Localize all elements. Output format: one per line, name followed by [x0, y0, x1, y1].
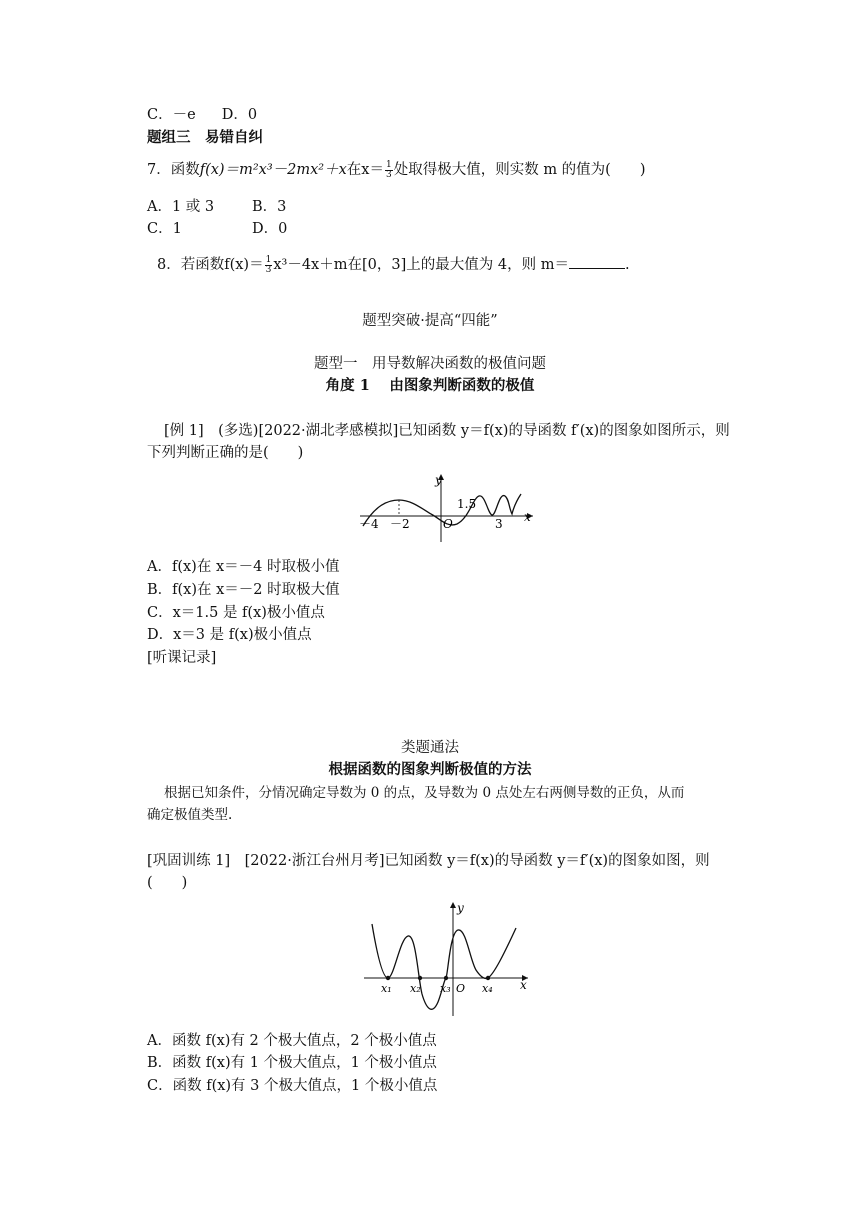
question-8	[157, 254, 630, 275]
x-axis-label: x	[524, 510, 531, 524]
q7-frac-num: 1	[385, 159, 392, 170]
origin-label: O	[443, 517, 453, 531]
q7-option-b: B．3	[252, 199, 287, 215]
derivative-graph-2	[360, 898, 535, 1020]
example1-option-d: D．x＝3 是 f(x)极小值点	[147, 627, 312, 643]
origin-label: O	[456, 982, 466, 995]
example1-option-c: C．x＝1.5 是 f(x)极小值点	[147, 605, 325, 621]
y-axis-label: y	[435, 473, 442, 487]
section-title: 题型突破·提高“四能”	[362, 313, 498, 329]
q7-expression: f(x)＝m²x³－2mx²＋x	[199, 162, 347, 178]
q8-prefix: 8．若函数	[157, 257, 225, 273]
q7-fraction	[385, 161, 393, 180]
q8-answer-blank[interactable]	[569, 254, 625, 269]
tick-label-minus2: －2	[390, 517, 410, 531]
zero-point-x3	[444, 976, 448, 980]
q6-options	[147, 105, 257, 125]
derivative-graph-1	[355, 470, 540, 545]
q7-option-c: C．1	[147, 221, 182, 237]
method-subtitle: 根据函数的图象判断极值的方法	[328, 761, 532, 778]
q7-option-d: D．0	[252, 221, 288, 237]
zero-point-x2	[418, 976, 422, 980]
practice1-line2: ( )	[147, 875, 188, 891]
derivative-curve	[372, 924, 516, 1009]
tick-label-x1: x₁	[381, 982, 392, 995]
q7-options-row2	[147, 219, 287, 239]
practice1-option-a: A．函数 f(x)有 2 个极大值点，2 个极小值点	[147, 1033, 437, 1049]
tick-label-x2: x₂	[410, 982, 421, 995]
q8-fraction	[265, 256, 273, 275]
zero-point-x1	[386, 976, 390, 980]
q8-fx: f(x)＝	[224, 257, 264, 273]
tick-label-x3: x₃	[440, 982, 451, 995]
q8-end: .	[624, 257, 630, 273]
q7-option-a: A．1 或 3	[147, 199, 215, 215]
practice1-option-b: B．函数 f(x)有 1 个极大值点，1 个极小值点	[147, 1055, 437, 1071]
q7-mid: 在	[346, 162, 362, 178]
y-axis-arrow	[450, 902, 456, 908]
q7-frac-den: 3	[385, 169, 392, 180]
q8-expression: x³－4x＋m	[273, 257, 348, 273]
q8-suffix: 在[0，3]上的最大值为 4，则 m＝	[347, 257, 569, 273]
question-7	[147, 160, 646, 180]
practice1-option-c: C．函数 f(x)有 3 个极大值点，1 个极小值点	[147, 1078, 438, 1094]
angle1-title: 角度 1 由图象判断函数的极值	[325, 377, 535, 394]
example1-option-a: A．f(x)在 x＝－4 时取极小值	[147, 559, 340, 575]
example1-line2: 下列判断正确的是( )	[147, 445, 304, 461]
q8-frac-den: 3	[265, 264, 272, 275]
q8-frac-num: 1	[265, 254, 272, 265]
tick-label-x4: x₄	[482, 982, 493, 995]
x-axis-label: x	[520, 978, 527, 992]
tick-label-3: 3	[495, 517, 503, 531]
q7-suffix: 处取得极大值，则实数 m 的值为( )	[393, 162, 646, 178]
method-title: 类题通法	[401, 740, 459, 756]
method-text-line2: 确定极值类型.	[147, 807, 233, 823]
type1-title: 题型一 用导数解决函数的极值问题	[314, 356, 546, 372]
q6-option-c: C．－e	[147, 107, 196, 123]
y-axis-label: y	[457, 901, 464, 915]
tick-label-minus4: －4	[359, 517, 379, 531]
example1-line1: [例 1] (多选)[2022·湖北孝感模拟]已知函数 y＝f(x)的导函数 f′(x)的图象如图所示，则	[164, 423, 730, 439]
method-text-line1: 根据已知条件，分情况确定导数为 0 的点，及导数为 0 点处左右两侧导数的正负，从而	[164, 785, 685, 801]
group3-title: 题组三 易错自纠	[147, 129, 263, 146]
q7-options-row1	[147, 197, 286, 217]
practice1-line1: [巩固训练 1] [2022·浙江台州月考]已知函数 y＝f(x)的导函数 y＝f′(x)的图象如图，则	[147, 853, 710, 869]
zero-point-x4	[486, 976, 490, 980]
q6-option-d: D．0	[221, 107, 258, 123]
q7-at-x: x＝	[361, 162, 384, 178]
tick-label-1-5: 1.5	[457, 497, 477, 511]
q7-prefix: 7．函数	[147, 162, 200, 178]
example1-option-b: B．f(x)在 x＝－2 时取极大值	[147, 582, 340, 598]
notes-label: [听课记录]	[147, 650, 217, 666]
